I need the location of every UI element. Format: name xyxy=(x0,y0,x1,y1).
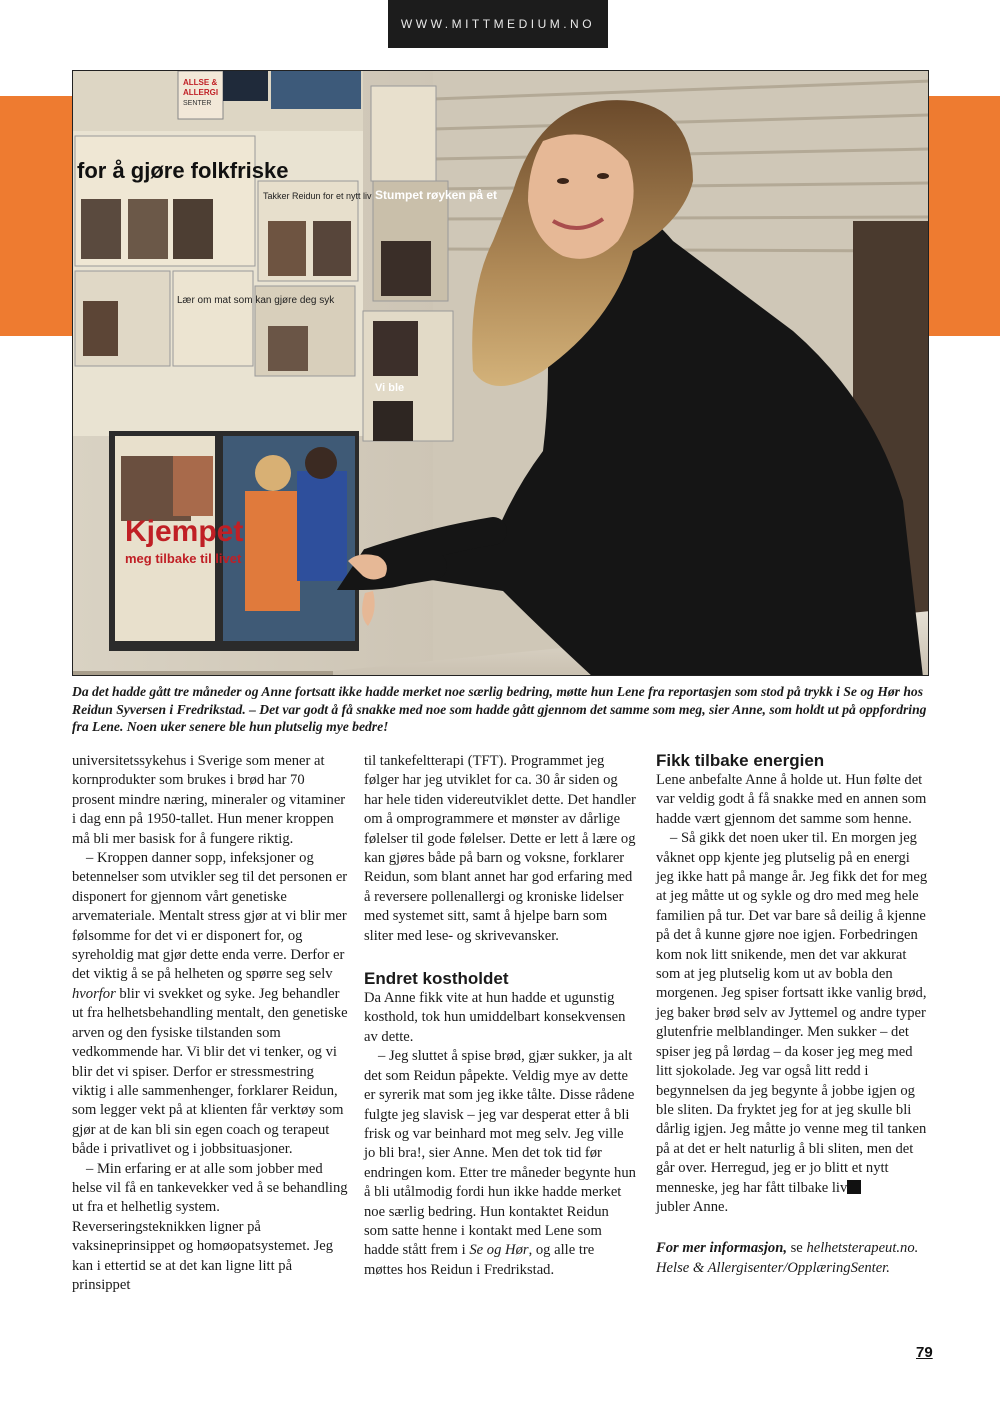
col3-paragraph-1: Lene anbefalte Anne å holde ut. Hun følte det var veldig godt å få snakke med en annen som hadde vært gjennom det samme som henne. xyxy=(656,772,927,827)
section-heading-fikk-tilbake-energien: Fikk tilbake energien xyxy=(656,751,825,770)
more-info: For mer informasjon, se helhetsterapeut.no. Helse & Allergisenter/OpplæringSenter. xyxy=(656,1240,919,1276)
section-heading-endret-kostholdet: Endret kostholdet xyxy=(364,969,509,989)
site-url-banner[interactable]: WWW.MITTMEDIUM.NO xyxy=(388,0,608,48)
headline-stumpet: Stumpet røyken på et xyxy=(375,188,498,202)
article-photo xyxy=(72,70,929,676)
badge-allergi: ALLERGI xyxy=(183,88,219,97)
article-column-3 xyxy=(656,752,930,1278)
headline-laer: Lær om mat som kan gjøre deg syk xyxy=(177,295,335,306)
article-column-2 xyxy=(364,752,636,1280)
orange-accent-right xyxy=(928,96,1000,336)
col2-paragraph-1: til tankefeltterapi (TFT). Programmet jeg følger har jeg utviklet for ca. 30 år siden og har hele tiden videreutviklet dette. Det handler om å omprogrammere et mønster av dårlige følelser til gode følelser. Dette er lett å lære og kan gjøres både på barn og voksne, forklarer Reidun, som blant annet har god erfaring med å reversere pollenallergi og kroniske lidelser med systemet sitt, samt å hjelpe barn som sliter med lese- og skrivevansker. xyxy=(364,753,636,944)
website-link[interactable]: helhetsterapeut.no. xyxy=(806,1240,919,1257)
badge-allse: ALLSE & xyxy=(183,78,218,87)
orange-accent-left xyxy=(0,96,72,336)
col3-paragraph-2: – Så gikk det noen uker til. En morgen jeg våknet opp kjente jeg plutselig på en energi jeg ikke hatt på mange år. Jeg fikk det for meg at jeg måtte ut og sykle og dro med meg hele familien på tur. Det var bare så deilig å kjenne på det å kunne gjøre noe igjen. Forbedringen kom nok litt snikende, men det var akkurat som at jeg plutselig kom ut av bobla den morgenen. Jeg spiser fortsatt ikke vanlig brød, jeg baker brød selv av Jyttemel og andre typer glutenfrie melblandinger. Men sukker – det spiser jeg på lørdag – da koser jeg meg med litt sjokolade. Jeg var også litt redd i begynnelsen da jeg begynte å jobbe igjen og ble sliten. Da fryktet jeg for at jeg skulle bli dårlig igjen. Jeg måtte jo venne meg til tanken på at det er helt naturlig å bli sliten, men det går over. Herregud, jeg er jo blitt et nytt menneske, jeg har fått tilbake liv jubler Anne. xyxy=(656,830,928,1215)
text-cursor-block xyxy=(847,1180,861,1194)
page-number: 79 xyxy=(916,1344,933,1361)
col1-paragraph-2: – Kroppen danner sopp, infeksjoner og betennelser som utvikler seg til det personen er disponert for gjennom vårt genetiske arvemateriale. Mentalt stress gjør at vi blir mer følsomme for det vi er disponert for, og syreholdig mat gjør dette enda verre. Derfor er det viktig å se på helheten og spørre seg selv hvorfor blir vi svekket og syke. Jeg behandler ut fra helhetsbehandling mentalt, den genetiske arven og den fysiske tilstanden som vedkommende har. Vi blir det vi tenker, og vi blir det vi spiser. Derfor er stressmestring viktig i alle sammenhenger, forklarer Reidun, som legger vekt på at klienten får verktøy som gjør at de kan bli sin egen coach og terapeut både i privatlivet og i jobbsituasjoner. xyxy=(72,850,348,1158)
col1-paragraph-3: – Min erfaring er at alle som jobber med helse vil få en tankevekker ved å se behandling ut fra et helhetlig system. Reverseringsteknikken ligner på vaksineprinsippet og homøopatsystemet. Jeg kan i ettertid se at det kan ligne litt på prinsippet xyxy=(72,1160,348,1293)
photo-illustration xyxy=(73,71,929,676)
clip-vi-ble: Vi ble xyxy=(375,382,405,394)
badge-senter: SENTER xyxy=(183,100,212,107)
col1-paragraph-1: universitetssykehus i Sverige som mener at kornprodukter som brukes i brød har 70 prosent mindre næring, mineraler og vitaminer i dag enn på 1950-tallet. Hun mener kroppen må bli mer basisk for å fungere riktig. xyxy=(72,753,346,847)
photo-caption: Da det hadde gått tre måneder og Anne fortsatt ikke hadde merket noe særlig bedring, møtte hun Lene fra reportasjen som stod på trykk i Se og Hør hos Reidun Syversen i Fredrikstad. – Det var godt å få snakke med noe som hadde gått gjennom det samme som meg, sier Anne, som holdt ut på oppfordring fra Lene. Noen uker senere ble hun plutselig mye bedre! xyxy=(72,684,927,734)
col2-paragraph-2: Da Anne fikk vite at hun hadde et ugunstig kosthold, tok hun umiddelbart konsekvensen av dette. xyxy=(364,990,626,1045)
article-column-1 xyxy=(72,752,348,1295)
headline-kjempet-2: meg tilbake til livet xyxy=(125,551,242,566)
col2-paragraph-3: – Jeg sluttet å spise brød, gjær sukker, ja alt det som Reidun påpekte. Veldig mye av dette er syrerik mat som jeg ikke tålte. Disse rådene fulgte jeg slavisk – jeg var desperat etter å bli frisk og var beinhard mot meg selv. Jeg ville jo bli bra!, sier Anne. Men det tok tid før endringen kom. Etter tre måneder begynte hun å bli utålmodig fordi hun ikke hadde merket noe særlig bedring. Hun kontaktet Reidun som satte henne i kontakt med Lene som hadde stått frem i Se og Hør, og alle tre møttes hos Reidun i Fredrikstad. xyxy=(364,1048,636,1278)
headline-folkfriske: for å gjøre folkfriske xyxy=(77,158,289,183)
headline-kjempet-1: Kjempet xyxy=(125,515,244,548)
headline-takker: Takker Reidun for et nytt liv xyxy=(263,191,372,201)
